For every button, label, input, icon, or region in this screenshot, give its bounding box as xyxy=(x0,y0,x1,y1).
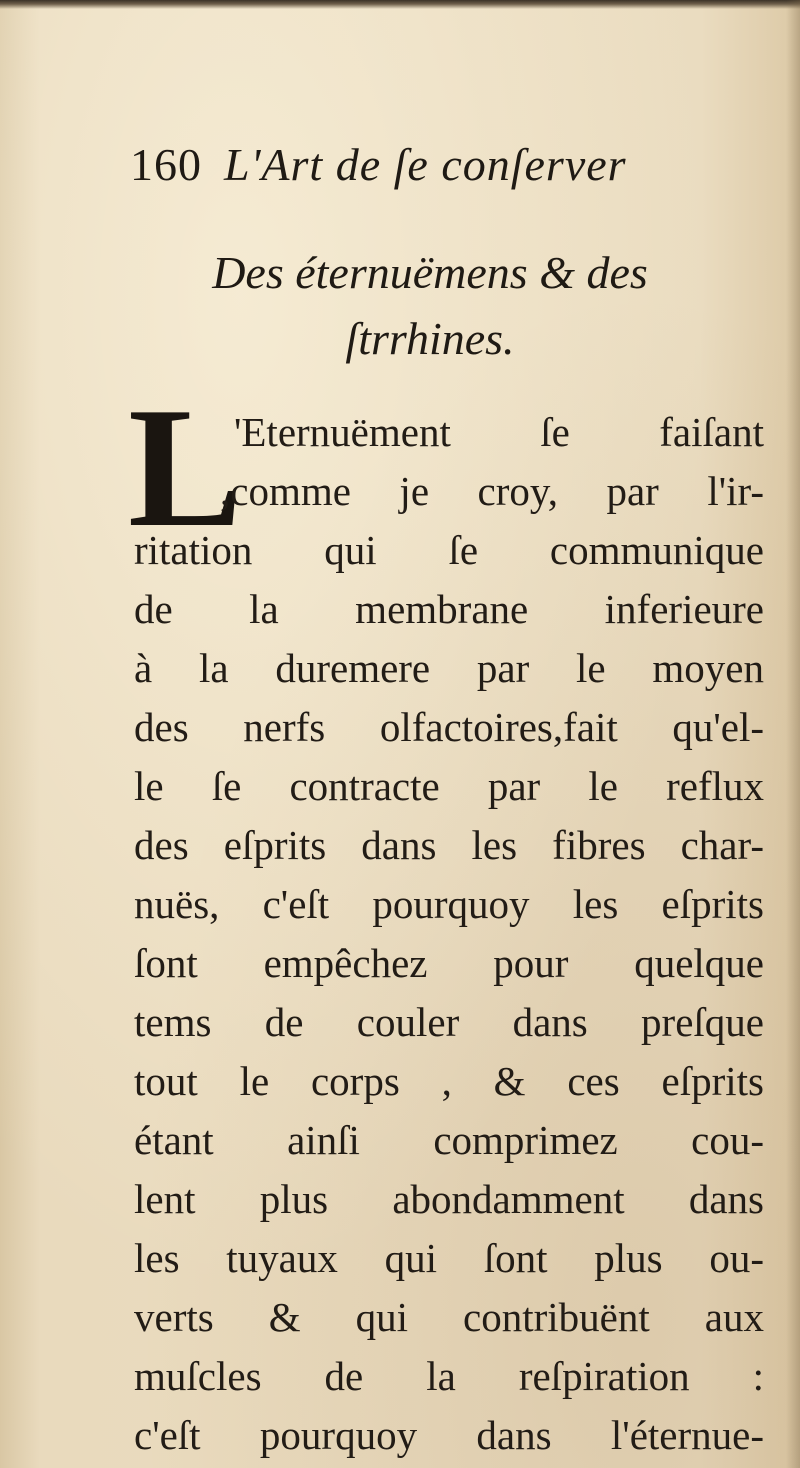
body-line: étant ainſi comprimez cou- xyxy=(134,1117,764,1163)
body-line: des nerfs olfactoires,fait qu'el- xyxy=(134,704,764,750)
body-line: de la membrane inferieure xyxy=(134,586,764,632)
body-line: muſcles de la reſpiration : xyxy=(134,1353,764,1399)
page-top-edge xyxy=(0,0,800,9)
running-title: L'Art de ſe conſerver xyxy=(224,139,627,190)
body-line: tems de couler dans preſque xyxy=(134,999,764,1045)
section-title-line-2: ſtrrhines. xyxy=(345,313,515,364)
body-line: 'Eternuëment ſe faiſant xyxy=(234,409,764,455)
running-header xyxy=(130,138,627,191)
body-line: des eſprits dans les fibres char- xyxy=(134,822,764,868)
page-right-shadow xyxy=(786,0,800,1468)
body-line: lent plus abondamment dans xyxy=(134,1176,764,1222)
body-line: nuës, c'eſt pourquoy les eſprits xyxy=(134,881,764,927)
body-line: tout le corps , & ces eſprits xyxy=(134,1058,764,1104)
page-number: 160 xyxy=(130,139,202,190)
body-line: ,comme je croy, par l'ir- xyxy=(220,468,764,514)
body-line: verts & qui contribuënt aux xyxy=(134,1294,764,1340)
body-line: ſont empêchez pour quelque xyxy=(134,940,764,986)
body-line: les tuyaux qui ſont plus ou- xyxy=(134,1235,764,1281)
body-line: c'eſt pourquoy dans l'éternue- xyxy=(134,1412,764,1458)
body-line: ritation qui ſe communique xyxy=(134,527,764,573)
section-title-line-1: Des éternuëmens & des xyxy=(212,247,648,298)
drop-cap: L xyxy=(128,373,243,563)
section-title xyxy=(140,240,720,372)
body-line: le ſe contracte par le reflux xyxy=(134,763,764,809)
body-line: à la duremere par le moyen xyxy=(134,645,764,691)
